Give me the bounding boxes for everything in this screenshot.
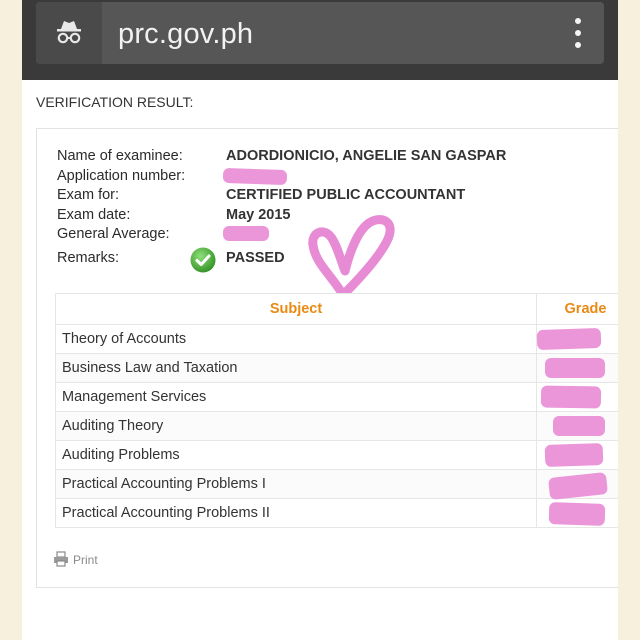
table-row xyxy=(56,325,619,354)
name-value: ADORDIONICIO, ANGELIE SAN GASPAR xyxy=(226,148,507,164)
application-label: Application number: xyxy=(57,168,186,184)
remarks-label: Remarks: xyxy=(57,250,120,266)
redaction-grade xyxy=(541,385,601,408)
redaction-grade xyxy=(553,416,605,436)
table-row xyxy=(56,470,619,499)
table-row xyxy=(56,412,619,441)
exam-value: CERTIFIED PUBLIC ACCOUNTANT xyxy=(226,187,466,203)
check-icon xyxy=(190,247,216,273)
print-label[interactable]: Print xyxy=(73,553,98,567)
subject-cell: Management Services xyxy=(56,383,537,412)
table-row xyxy=(56,441,619,470)
redaction-average xyxy=(223,226,269,241)
grade-cell xyxy=(537,470,619,499)
grade-cell xyxy=(537,383,619,412)
printer-icon xyxy=(53,551,69,567)
grade-cell xyxy=(537,441,619,470)
url-text[interactable]: prc.gov.ph xyxy=(118,18,254,50)
redaction-grade xyxy=(545,358,605,378)
incognito-icon[interactable] xyxy=(36,2,102,64)
redaction-grade xyxy=(537,328,602,350)
overflow-menu-icon[interactable] xyxy=(572,18,582,50)
grade-cell xyxy=(537,354,619,383)
remarks-value: PASSED xyxy=(226,250,285,266)
average-label: General Average: xyxy=(57,226,170,242)
subject-cell: Business Law and Taxation xyxy=(56,354,537,383)
result-panel xyxy=(36,128,618,588)
phone-screen xyxy=(22,0,618,640)
subject-cell: Auditing Problems xyxy=(56,441,537,470)
date-label: Exam date: xyxy=(57,207,131,223)
address-bar[interactable] xyxy=(36,2,604,64)
table-row xyxy=(56,499,619,528)
date-value: May 2015 xyxy=(226,207,291,223)
grades-table xyxy=(55,293,618,528)
exam-label: Exam for: xyxy=(57,187,120,203)
grade-cell xyxy=(537,325,619,354)
subject-header: Subject xyxy=(56,294,537,325)
page-title: VERIFICATION RESULT: xyxy=(36,94,194,110)
table-row xyxy=(56,354,619,383)
heart-doodle xyxy=(303,211,403,303)
redaction-application xyxy=(223,168,287,185)
subject-cell: Auditing Theory xyxy=(56,412,537,441)
name-label: Name of examinee: xyxy=(57,148,183,164)
redaction-grade xyxy=(549,502,606,526)
subject-cell: Theory of Accounts xyxy=(56,325,537,354)
grade-cell xyxy=(537,412,619,441)
grade-cell xyxy=(537,499,619,528)
grade-header: Grade xyxy=(537,294,619,325)
table-row xyxy=(56,383,619,412)
subject-cell: Practical Accounting Problems I xyxy=(56,470,537,499)
redaction-grade xyxy=(545,443,604,467)
subject-cell: Practical Accounting Problems II xyxy=(56,499,537,528)
browser-toolbar xyxy=(22,0,618,80)
redaction-grade xyxy=(548,472,608,500)
